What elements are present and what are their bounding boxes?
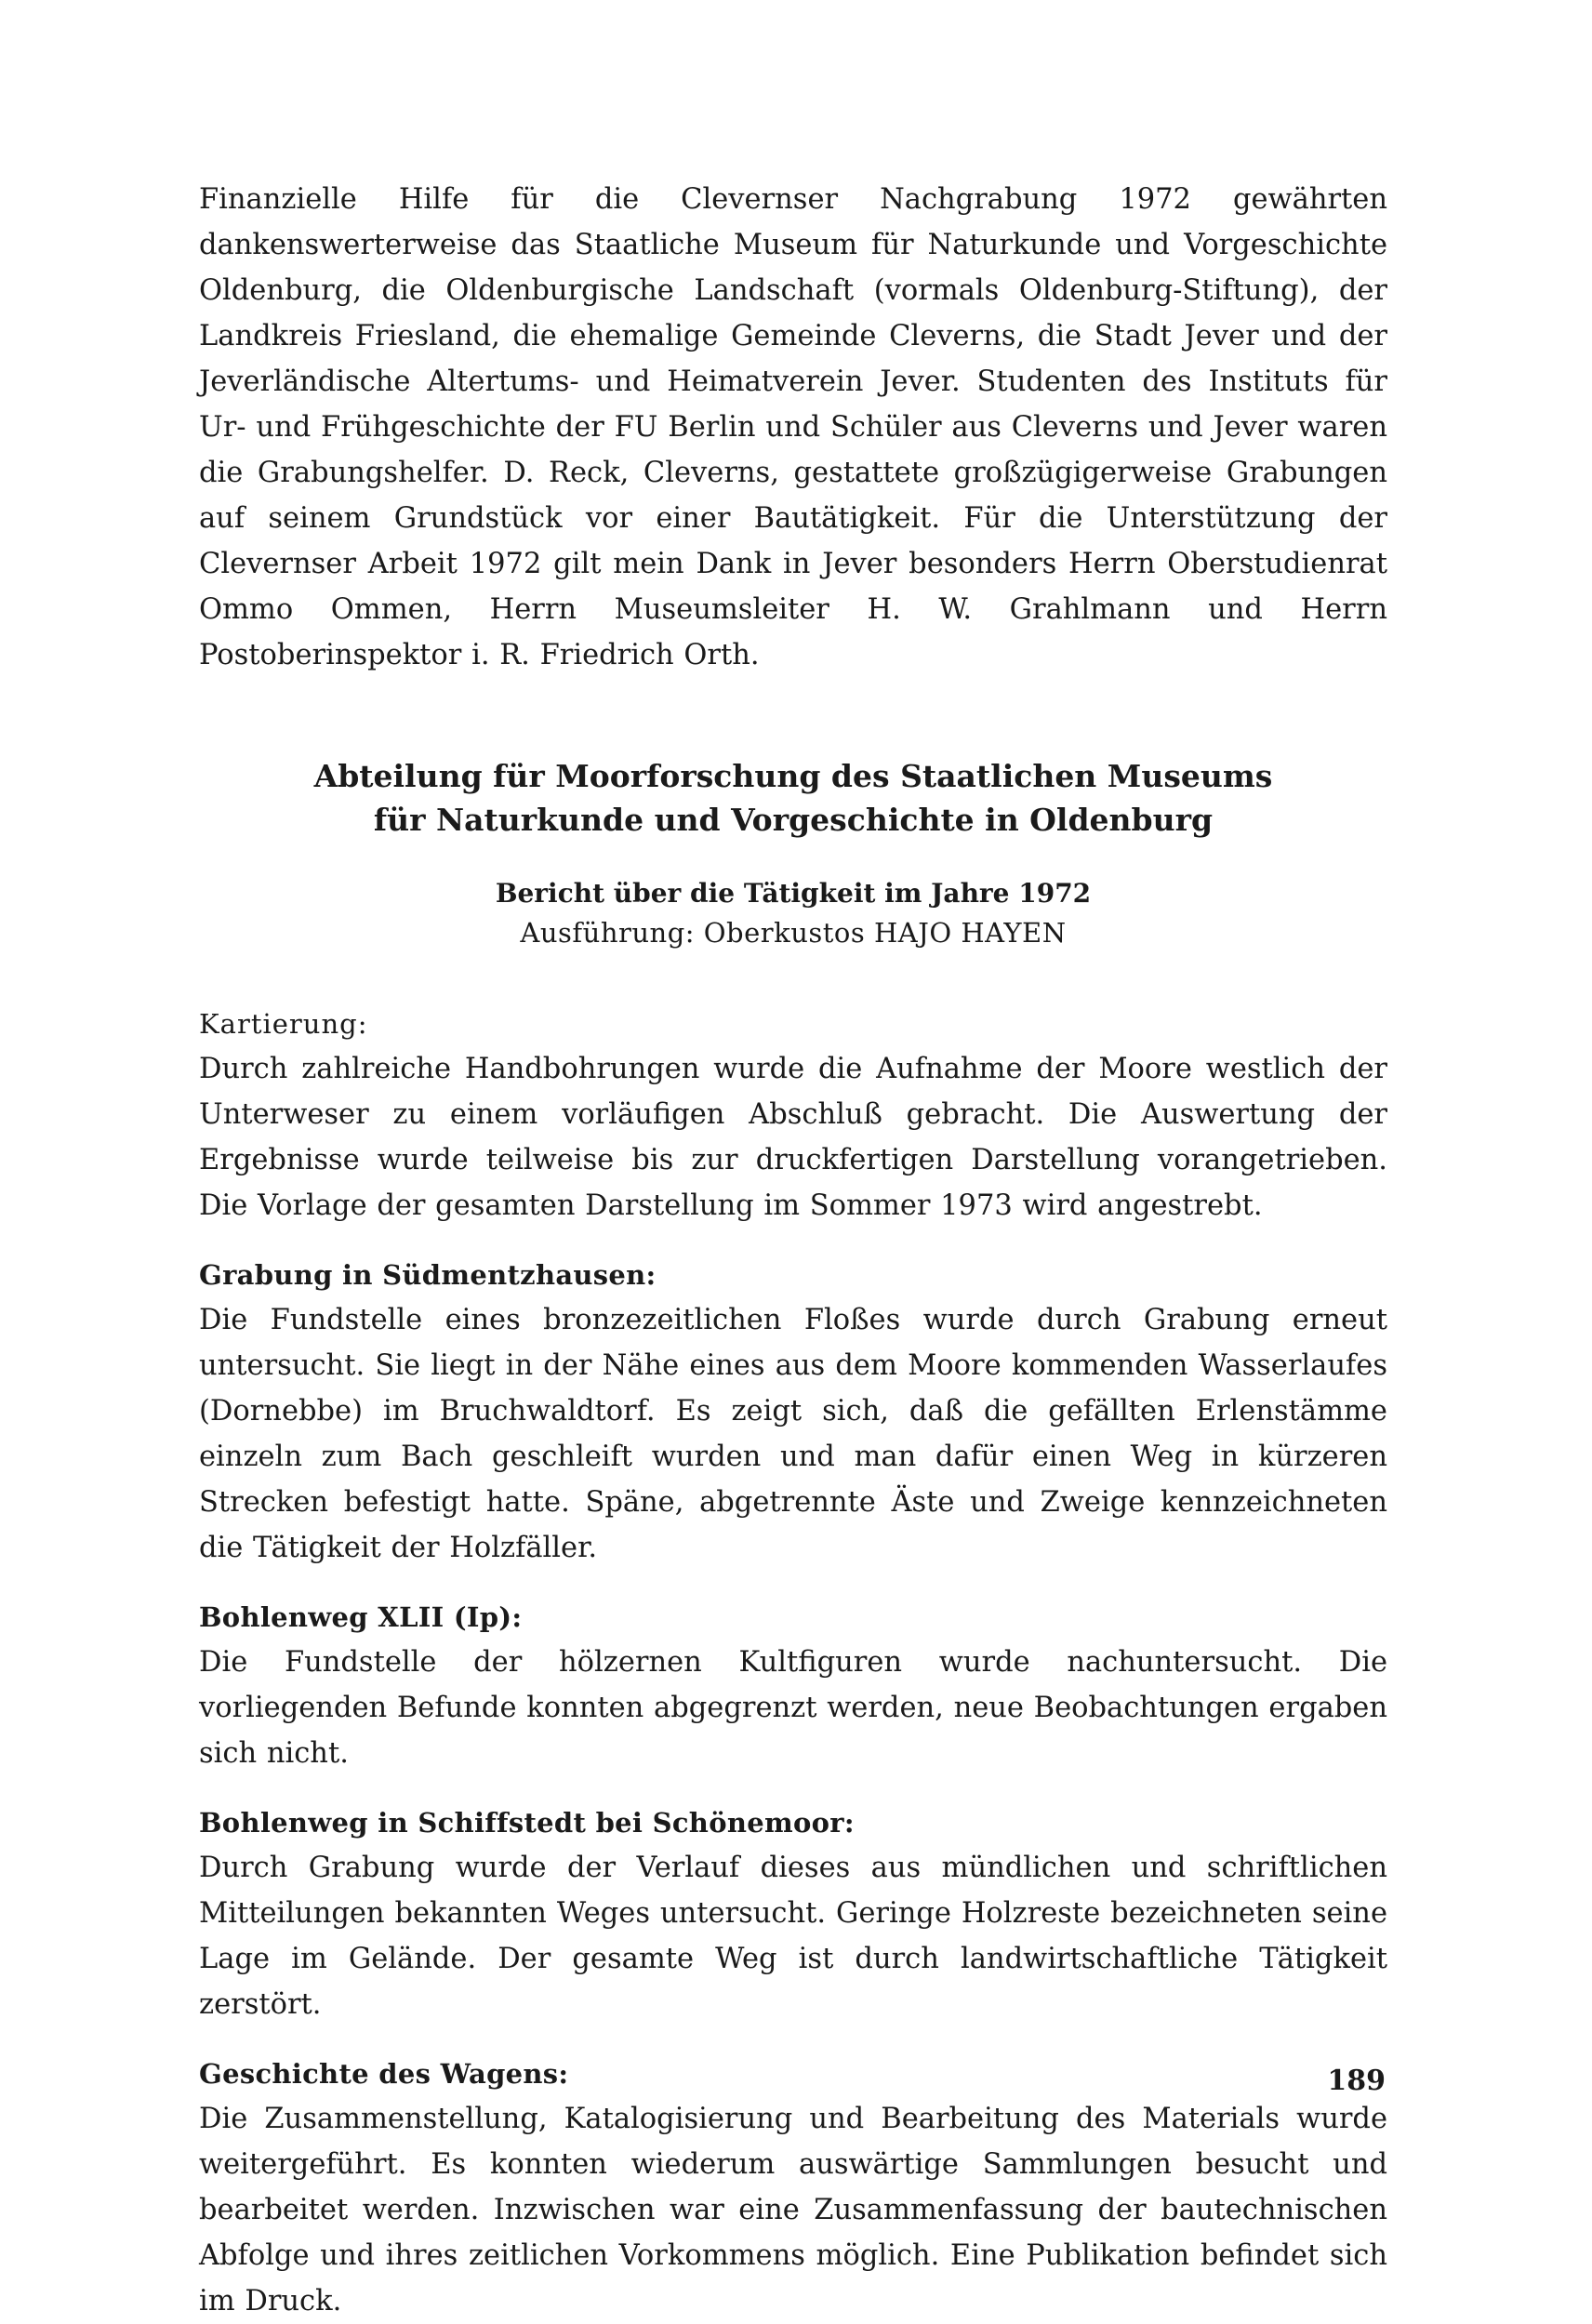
section-kartierung	[199, 1002, 1387, 1228]
section-geschichte-des-wagens	[199, 2052, 1387, 2324]
section-heading: Bohlenweg XLII (Ip):	[199, 1601, 523, 1633]
report-subtitle: Bericht über die Tätigkeit im Jahre 1972	[495, 878, 1092, 909]
execution-line: Ausführung: Oberkustos HAJO HAYEN	[520, 917, 1067, 949]
section-text: Durch zahlreiche Handbohrungen wurde die Aufnahme der Moore westlich der Unterweser zu einem vorläufigen Abschluß gebracht. Die Auswertung der Ergebnisse wurde teilweise bis zur druckfertigen Darstellung vorangetrieben. Die Vorlage der gesamten Darstellung im Sommer 1973 wird angestrebt.	[199, 1053, 1387, 1222]
section-heading: Grabung in Südmentzhausen:	[199, 1259, 657, 1291]
department-title-line-2: für Naturkunde und Vorgeschichte in Oldenburg	[373, 802, 1214, 838]
intro-paragraph: Finanzielle Hilfe für die Clevernser Nachgrabung 1972 gewährten dankenswerterweise das Staatliche Museum für Naturkunde und Vorgeschichte Oldenburg, die Oldenburgische Landschaft (vormals Oldenburg-Stiftung), der Landkreis Friesland, die ehemalige Gemeinde Cleverns, die Stadt Jever und der Jeverländische Altertums- und Heimatverein Jever. Studenten des Instituts für Ur- und Frühgeschichte der FU Berlin und Schüler aus Cleverns und Jever waren die Grabungshelfer. D. Reck, Cleverns, gestattete großzügigerweise Grabungen auf seinem Grundstück vor einer Bautätigkeit. Für die Unterstützung der Clevernser Arbeit 1972 gilt mein Dank in Jever besonders Herrn Oberstudienrat Ommo Ommen, Herrn Museumsleiter H. W. Grahlmann und Herrn Postoberinspektor i. R. Friedrich Orth.	[199, 183, 1387, 671]
department-title	[199, 754, 1387, 842]
section-heading: Bohlenweg in Schiffstedt bei Schönemoor:	[199, 1807, 855, 1839]
section-text: Die Fundstelle der hölzernen Kultfiguren wurde nachuntersucht. Die vorliegenden Befunde konnten abgegrenzt werden, neue Beobachtungen ergaben sich nicht.	[199, 1646, 1387, 1770]
page-number: 189	[1327, 2065, 1386, 2097]
section-heading: Kartierung:	[199, 1008, 368, 1040]
section-text: Die Zusammenstellung, Katalogisierung und Bearbeitung des Materials wurde weitergeführt. Es konnten wiederum auswärtige Sammlungen besucht und bearbeitet werden. Inzwischen war eine Zusammenfassung der bautechnischen Abfolge und ihres zeitlichen Vorkommens möglich. Eine Publikation befindet sich im Druck.	[199, 2103, 1387, 2317]
section-heading: Geschichte des Wagens:	[199, 2058, 569, 2090]
section-bohlenweg-schiffstedt	[199, 1800, 1387, 2027]
department-title-line-1: Abteilung für Moorforschung des Staatlichen Museums	[313, 758, 1273, 794]
section-grabung-suedmentzhausen	[199, 1253, 1387, 1571]
section-text: Die Fundstelle eines bronzezeitlichen Floßes wurde durch Grabung erneut untersucht. Sie liegt in der Nähe eines aus dem Moore kommenden Wasserlaufes (Dornebbe) im Bruchwaldtorf. Es zeigt sich, daß die gefällten Erlenstämme einzeln zum Bach geschleift wurden und man dafür einen Weg in kürzeren Strecken befestigt hatte. Späne, abgetrennte Äste und Zweige kennzeichneten die Tätigkeit der Holzfäller.	[199, 1304, 1387, 1564]
page-content	[199, 177, 1387, 2324]
section-text: Durch Grabung wurde der Verlauf dieses aus mündlichen und schriftlichen Mitteilungen bekannten Weges untersucht. Geringe Holzreste bezeichneten seine Lage im Gelände. Der gesamte Weg ist durch landwirtschaftliche Tätigkeit zerstört.	[199, 1852, 1387, 2021]
section-bohlenweg-xlii	[199, 1595, 1387, 1776]
